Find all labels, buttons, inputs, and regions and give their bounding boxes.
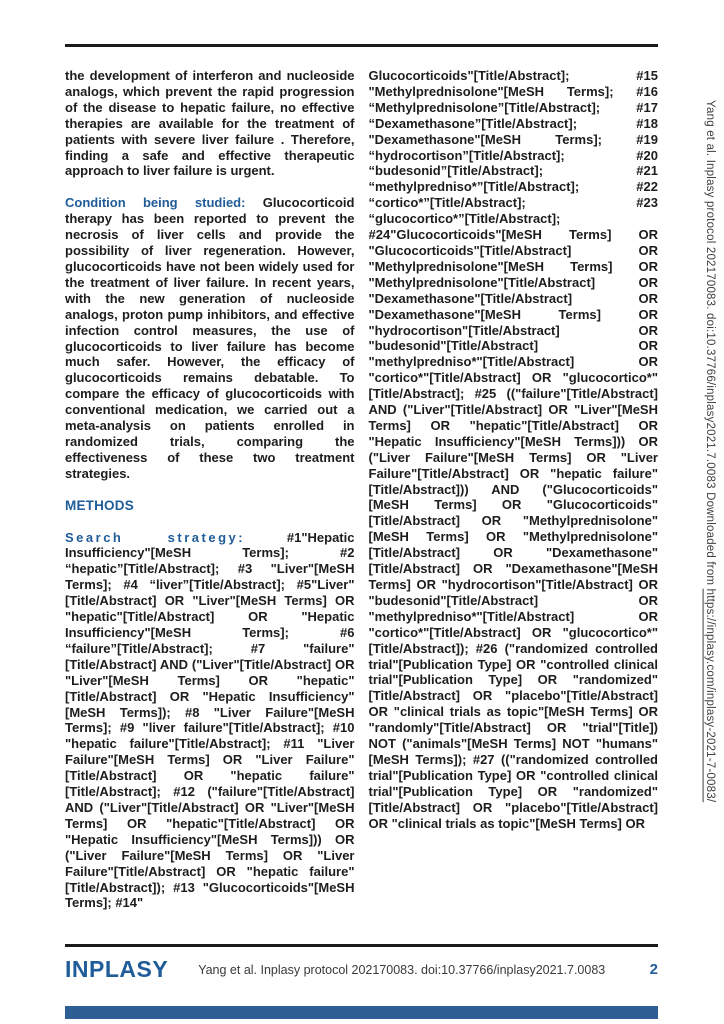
condition-text: Glucocorticoid therapy has been reported to prevent the necrosis of liver cells and provide the possibility of liver regeneration. However, glucocorticoids have not been widely used for the treatment of liver failure. In recent years, with the new generation of nucleoside analogs, proton pump inhibitors, and effective infection control measures, the use of glucocorticoids to liver failure has become much safer. However, the efficacy of glucocorticoids remains debatable. To compare the efficacy of glucocorticoids with conventional medication, we carried out a meta-analysis on patients enrolled in randomized trials, comparing the effectiveness of these two treatment strategies. — [65, 195, 355, 481]
rotated-citation-link[interactable]: https://inplasy.com/inplasy-2021-7-0083/ — [704, 588, 716, 803]
footer — [65, 956, 658, 983]
right-column — [369, 68, 659, 911]
top-rule — [65, 44, 658, 47]
page-number: 2 — [649, 961, 658, 978]
rotated-citation-text: Yang et al. Inplasy protocol 202170083. doi:10.37766/inplasy2021.7.0083 Downloaded from — [704, 100, 716, 589]
methods-heading: METHODS — [65, 497, 134, 513]
search-strategy-label: Search strategy: — [65, 529, 246, 545]
intro-paragraph — [65, 68, 355, 179]
bottom-blue-bar — [65, 1006, 658, 1019]
search-strategy-paragraph — [65, 530, 355, 912]
footer-rule — [65, 944, 658, 947]
condition-label: Condition being studied: — [65, 195, 246, 211]
inplasy-logo: INPLASY — [65, 956, 169, 982]
condition-paragraph — [65, 195, 355, 481]
search-strategy-continued: Glucocorticoids"[Title/Abstract]; #15 "Methylprednisolone"[MeSH Terms]; #16 “Methylprednisolone”[Title/Abstract]; #17 “Dexamethasone”[Title/Abstract]; #18 "Dexamethasone"[MeSH Terms]; #19 “hydrocortison”[Title/Abstract]; #20 “budesonid”[Title/Abstract]; #21 “methylpredniso*”[Title/Abstract]; #22 “cortico*”[Title/Abstract]; #23 “glucocortico*”[Title/Abstract]; #24"Glucocorticoids"[MeSH Terms] OR "Glucocorticoids"[Title/Abstract] OR "Methylprednisolone"[MeSH Terms] OR "Methylprednisolone"[Title/Abstract] OR "Dexamethasone"[Title/Abstract] OR "Dexamethasone"[MeSH Terms] OR "hydrocortison"[Title/Abstract] OR "budesonid"[Title/Abstract] OR "methylpredniso*"[Title/Abstract] OR "cortico*"[Title/Abstract] OR "glucocortico*"[Title/Abstract]; #25 (("failure"[Title/Abstract] AND ("Liver"[Title/Abstract] OR "Liver"[MeSH Terms] OR "hepatic"[Title/Abstract] OR "Hepatic Insufficiency"[MeSH Terms])) OR ("Liver Failure"[MeSH Terms] OR "Liver Failure"[Title/Abstract] OR "hepatic failure"[Title/Abstract])) AND ("Glucocorticoids"[MeSH Terms] OR "Glucocorticoids"[Title/Abstract] OR "Methylprednisolone"[MeSH Terms] OR "Methylprednisolone"[Title/Abstract] OR "Dexamethasone"[Title/Abstract] OR "Dexamethasone"[MeSH Terms] OR "hydrocortison"[Title/Abstract] OR "budesonid"[Title/Abstract] OR "methylpredniso*"[Title/Abstract] OR "cortico*"[Title/Abstract] OR "glucocortico*"[Title/Abstract]); #26 ("randomized controlled trial"[Publication Type] OR "controlled clinical trial"[Publication Type] OR "randomized"[Title/Abstract] OR "placebo"[Title/Abstract] OR "clinical trials as topic"[MeSH Terms] OR "randomly"[Title/Abstract] OR "trial"[Title]) NOT ("animals"[MeSH Terms] NOT "humans"[MeSH Terms]); #27 (("randomized controlled trial"[Publication Type] OR "controlled clinical trial"[Publication Type] OR "randomized"[Title/Abstract] OR "placebo"[Title/Abstract] OR "clinical trials as topic"[MeSH Terms] OR — [368, 68, 658, 831]
two-column-content — [65, 68, 658, 911]
rotated-margin-citation — [704, 100, 716, 802]
search-strategy-text: #1"Hepatic Insufficiency"[MeSH Terms]; #2 “hepatic”[Title/Abstract]; #3 "Liver"[MeSH Terms]; #4 “liver”[Title/Abstract]; #5"Liver"[Title/Abstract] OR "Liver"[MeSH Terms] OR "hepatic"[Title/Abstract] OR "Hepatic Insufficiency"[MeSH Terms]; #6 “failure”[Title/Abstract]; #7 "failure"[Title/Abstract] AND ("Liver"[Title/Abstract] OR "Liver"[MeSH Terms] OR "hepatic"[Title/Abstract] OR "Hepatic Insufficiency"[MeSH Terms]); #8 "Liver Failure"[MeSH Terms]; #9 "liver failure"[Title/Abstract]; #10 "hepatic failure"[Title/Abstract]; #11 "Liver Failure"[MeSH Terms] OR "Liver Failure"[Title/Abstract] OR "hepatic failure"[Title/Abstract]; #12 ("failure"[Title/Abstract] AND ("Liver"[Title/Abstract] OR "Liver"[MeSH Terms] OR "hepatic"[Title/Abstract] OR "Hepatic Insufficiency"[MeSH Terms])) OR ("Liver Failure"[MeSH Terms] OR "Liver Failure"[Title/Abstract] OR "hepatic failure"[Title/Abstract]); #13 "Glucocorticoids"[MeSH Terms]; #14" — [65, 529, 355, 911]
intro-text: the development of interferon and nucleoside analogs, which prevent the rapid progression of the disease to hepatic failure, no effective therapies are available for the treatment of patients with severe liver failure . Therefore, finding a safe and effective therapeutic approach to liver failure is urgent. — [65, 68, 355, 179]
footer-citation: Yang et al. Inplasy protocol 202170083. doi:10.37766/inplasy2021.7.0083 — [198, 962, 606, 977]
left-column — [65, 68, 355, 911]
